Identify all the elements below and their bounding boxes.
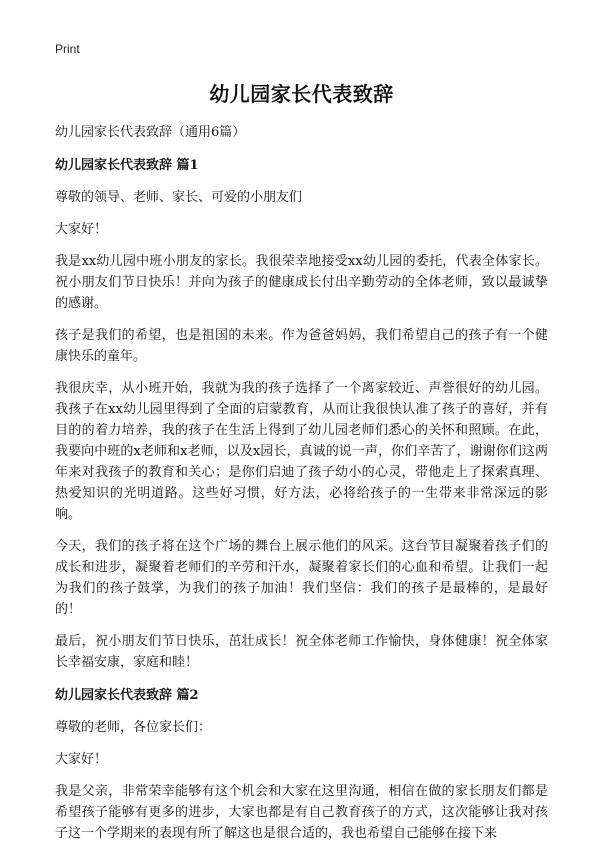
- section-heading: 幼儿园家长代表致辞 篇1: [55, 158, 199, 173]
- document-title: 幼儿园家长代表致辞: [209, 82, 394, 106]
- section-heading: 幼儿园家长代表致辞 篇2: [55, 688, 199, 703]
- body-paragraph: 今天，我们的孩子将在这个广场的舞台上展示他们的风采。这台节目凝聚着孩子们的成长和进步，凝聚着老师们的辛劳和汗水，凝聚着家长们的心血和希望。让我们一起为我们的孩子鼓掌，为我们的孩子加油！我们坚信：我们的孩子是最棒的，是最好的！: [55, 539, 548, 617]
- body-paragraph: 孩子是我们的希望，也是祖国的未来。作为爸爸妈妈，我们希望自己的孩子有一个健康快乐的童年。: [55, 328, 548, 364]
- section-2: [55, 684, 548, 844]
- greeting-paragraph: 尊敬的老师，各位家长们：: [55, 720, 212, 735]
- closing-paragraph: 最后，祝小朋友们节日快乐，茁壮成长！祝全体老师工作愉快，身体健康！祝全体家长幸福安康，家庭和睦！: [55, 634, 548, 670]
- hello-paragraph: 大家好！: [55, 222, 108, 237]
- hello-paragraph: 大家好！: [55, 752, 108, 767]
- print-label: Print: [55, 42, 80, 56]
- greeting-paragraph: 尊敬的领导、老师、家长、可爱的小朋友们: [55, 190, 303, 205]
- body-paragraph: 我是xx幼儿园中班小朋友的家长。我很荣幸地接受xx幼儿园的委托，代表全体家长。祝小朋友们节日快乐！并向为孩子的健康成长付出辛勤劳动的全体老师，致以最诚挚的感谢。: [55, 254, 548, 311]
- document-subtitle: 幼儿园家长代表致辞（通用6篇）: [55, 125, 246, 140]
- body-paragraph: 我很庆幸，从小班开始，我就为我的孩子选择了一个离家较近、声誉很好的幼儿园。我孩子在xx幼儿园里得到了全面的启蒙教育，从而让我很快认准了孩子的喜好，并有目的的着力培养，我的孩子在生活上得到了幼儿园老师们悉心的关怀和照顾。在此，我要向中班的x老师和x老师，以及x园长，真诚的说一声，你们辛苦了，谢谢你们这两年来对我孩子的教育和关心；是你们启迪了孩子幼小的心灵，带他走上了探索真理、热爱知识的光明道路。这些好习惯，好方法，必将给孩子的一生带来非常深远的影响。: [55, 381, 548, 522]
- body-paragraph: 我是父亲，非常荣幸能够有这个机会和大家在这里沟通，相信在做的家长朋友们都是希望孩子能够有更多的进步，大家也都是有自己教育孩子的方式，这次能够让我对孩子这一个学期来的表现有所了解这也是很合适的，我也希望自己能够在接下来: [55, 784, 548, 841]
- section-1: [55, 154, 548, 673]
